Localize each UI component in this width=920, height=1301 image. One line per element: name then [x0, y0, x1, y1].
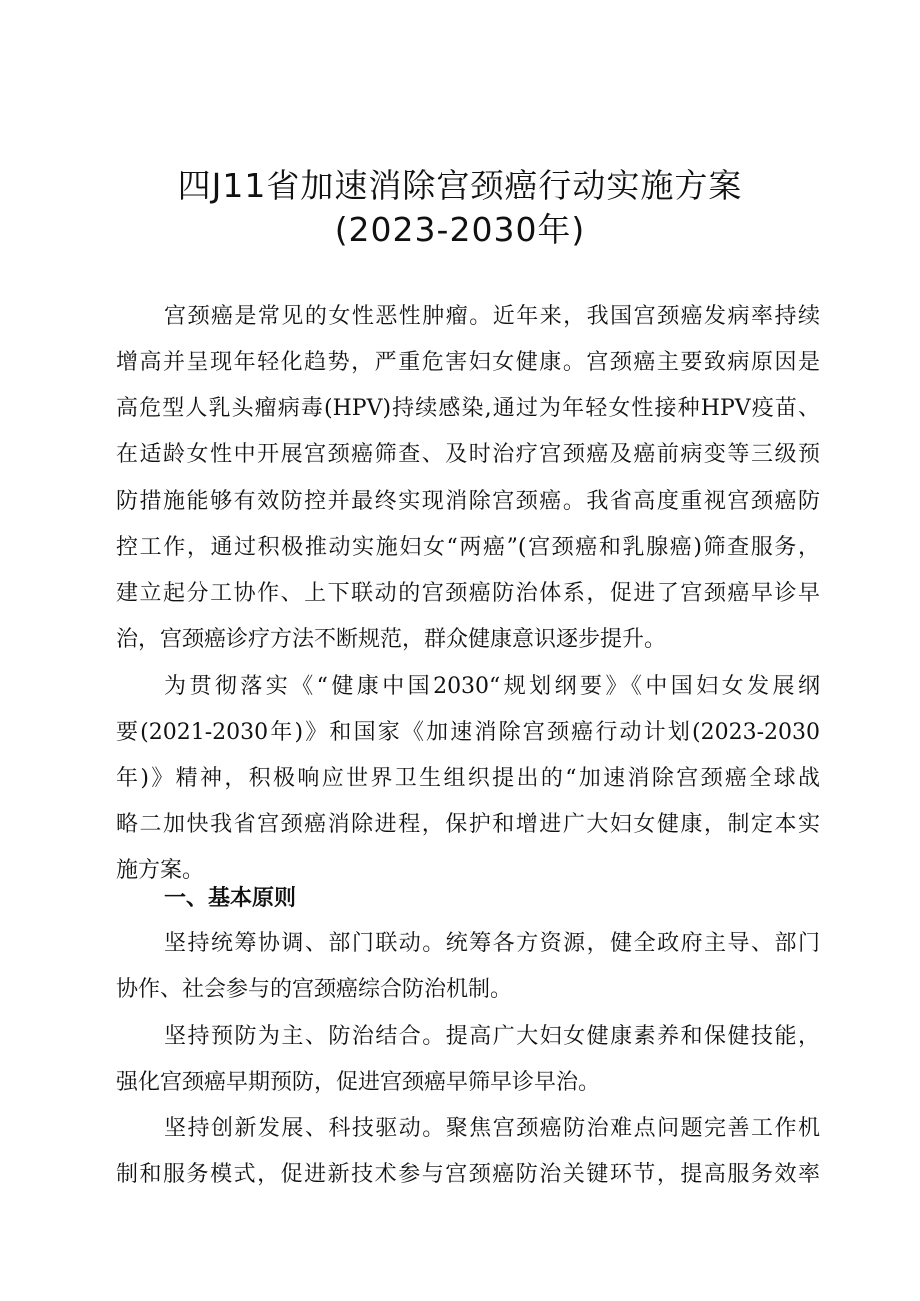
paragraph-line: 施方案。: [116, 858, 205, 883]
document-title-line1: 四J11省加速消除宫颈癌行动实施方案: [177, 166, 743, 205]
paragraph-line: 要(2021-2030年)》和国家《加速消除宫颈癌行动计划(2023-2030: [116, 720, 820, 745]
section-heading: 一、基本原则: [164, 886, 297, 911]
paragraph-line: 高危型人乳头瘤病毒(HPV)持续感染,通过为年轻女性接种HPV疫苗、: [116, 396, 820, 421]
paragraph-line: 略二加快我省宫颈癌消除进程，保护和增进广大妇女健康，制定本实: [116, 812, 820, 837]
paragraph-line: 建立起分工协作、上下联动的宫颈癌防治体系，促进了宫颈癌早诊早: [116, 581, 820, 606]
paragraph-line: 制和服务模式，促进新技术参与宫颈癌防治关键环节，提高服务效率: [116, 1162, 820, 1187]
paragraph-line: 增高并呈现年轻化趋势，严重危害妇女健康。宫颈癌主要致病原因是: [116, 350, 820, 375]
paragraph-line: 坚持预防为主、防治结合。提高广大妇女健康素养和保健技能，: [164, 1024, 820, 1049]
paragraph-line: 控工作，通过积极推动实施妇女“两癌”(宫颈癌和乳腺癌)筛查服务，: [116, 535, 820, 560]
document-title-line2: (2023-2030年): [334, 210, 586, 249]
paragraph-line: 在适龄女性中开展宫颈癌筛查、及时治疗宫颈癌及癌前病变等三级预: [116, 442, 820, 467]
paragraph-line: 协作、社会参与的宫颈癌综合防治机制。: [116, 977, 513, 1002]
paragraph-line: 宫颈癌是常见的女性恶性肿瘤。近年来，我国宫颈癌发病率持续: [164, 304, 820, 329]
paragraph-line: 为贯彻落实《“健康中国2030“规划纲要》《中国妇女发展纲: [164, 674, 820, 699]
paragraph-line: 防措施能够有效防控并最终实现消除宫颈癌。我省高度重视宫颈癌防: [116, 489, 820, 514]
paragraph-line: 治，宫颈癌诊疗方法不断规范，群众健康意识逐步提升。: [116, 627, 667, 652]
paragraph-line: 年)》精神，积极响应世界卫生组织提出的“加速消除宫颈癌全球战: [116, 766, 820, 791]
paragraph-line: 坚持统筹协调、部门联动。统筹各方资源，健全政府主导、部门: [164, 931, 820, 956]
paragraph-line: 坚持创新发展、科技驱动。聚焦宫颈癌防治难点问题完善工作机: [164, 1116, 820, 1141]
paragraph-line: 强化宫颈癌早期预防，促进宫颈癌早筛早诊早治。: [116, 1070, 601, 1095]
